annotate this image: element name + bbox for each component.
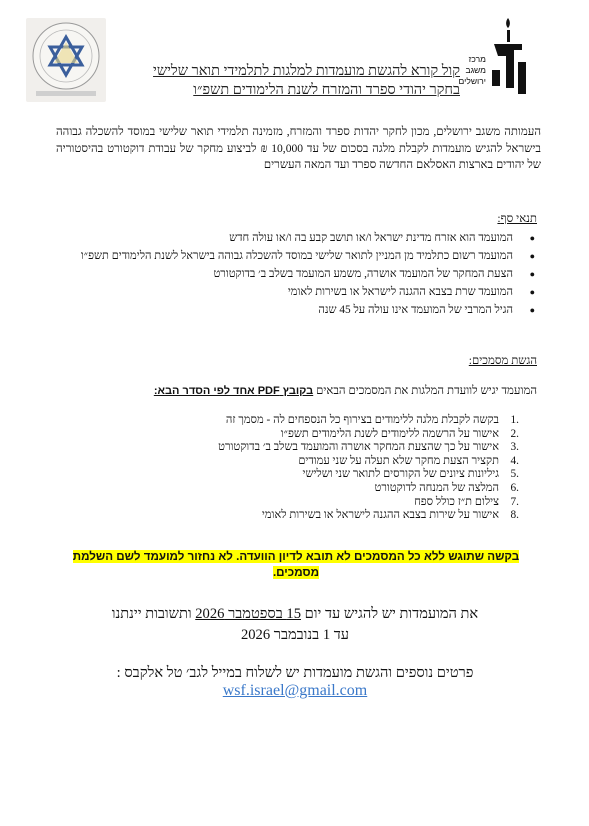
misgav-yerushalayim-logo — [458, 16, 544, 100]
missing-documents-warning — [72, 549, 520, 581]
logo-text-line: משגב — [465, 65, 486, 75]
documents-list — [119, 414, 519, 523]
document-item-text: גיליונות ציונים של הקורסים לתואר שני ושלישי — [302, 468, 499, 481]
list-item: ● המועמד שרת בצבא ההגנה לישראל או בשירות לאומי — [67, 285, 537, 299]
document-item-text: צילום ת״ז כולל ספח — [414, 495, 499, 508]
page-title — [120, 62, 460, 100]
document-item-text: אישור על שירות בצבא ההגנה לישראל או בשירות לאומי — [261, 509, 499, 522]
list-item: .1 בקשה לקבלת מלגה ללימודים בצירוף כל הנספחים לה - מסמך זה — [225, 414, 519, 426]
list-item: .6 המלצה של המנחה לדוקטורט — [374, 481, 519, 494]
logo-text-line: ירושלים — [458, 76, 486, 86]
deadline-date: 15 בספטמבר 2026 — [195, 606, 301, 622]
documents-intro-emphasis: בקובץ PDF אחד לפי הסדר הבא: — [153, 385, 314, 397]
list-item: .8 אישור על שירות בצבא ההגנה לישראל או בשירות לאומי — [261, 509, 519, 522]
document-item-text: תקציר הצעת מחקר שלא תעלה על שני עמודים — [298, 454, 499, 467]
list-item: ● הגיל המרבי של המועמד אינו עולה על 45 שנה — [67, 303, 537, 317]
conditions-list — [67, 231, 537, 321]
documents-heading: הגשת מסמכים: — [468, 354, 537, 367]
email-link[interactable]: wsf.israel@gmail.com — [222, 682, 368, 699]
warning-text: בקשה שתוגש ללא כל המסמכים לא תובא לדיון הוועדה. לא נחזור למועמד לשם השלמת מסמכים. — [72, 550, 520, 579]
document-item-text: אישור על הרשמה ללימודים לשנת הלימודים תשפ״ו — [280, 427, 499, 440]
contact-text: פרטים נוספים והגשת מועמדות יש לשלוח במייל לגב׳ טל אלקבס : — [116, 665, 474, 681]
deadline-suffix: ותשובות יינתנו — [111, 606, 192, 622]
document-item-text: המלצה של המנחה לדוקטורט — [374, 481, 499, 494]
list-item: .5 גיליונות ציונים של הקורסים לתואר שני ושלישי — [302, 468, 519, 481]
list-item: ● המועמד הוא אזרח מדינת ישראל ו/או תושב קבע בה ו/או עולה חדש — [67, 231, 537, 245]
document-item-text: אישור על כך שהצעת המחקר אושרה והמועמד בשלב ב׳ בדוקטורט — [218, 441, 499, 454]
conditions-heading: תנאי סף: — [497, 212, 537, 225]
title-line-1: קול קורא להגשת מועמדות למלגות לתלמידי תואר שלישי — [153, 63, 460, 79]
list-item: .4 תקציר הצעת מחקר שלא תעלה על שני עמודים — [298, 454, 519, 467]
conditions-heading-text: תנאי סף — [500, 212, 537, 225]
documents-intro-text: המועמד יגיש לוועדת המלגות את המסמכים הבאים — [316, 384, 537, 397]
institute-seal-logo — [26, 18, 106, 102]
documents-heading-text: הגשת מסמכים — [472, 354, 537, 367]
document-item-text: בקשה לקבלת מלגה ללימודים בצירוף כל הנספחים לה - מסמך זה — [225, 414, 499, 426]
list-item: .3 אישור על כך שהצעת המחקר אושרה והמועמד בשלב ב׳ בדוקטורט — [218, 441, 519, 454]
list-item: ● הצעת המחקר של המועמד אושרה, משמע המועמד בשלב ב׳ בדוקטורט — [67, 267, 537, 281]
title-line-2: בחקר יהודי ספרד והמזרח לשנת הלימודים תשפ״ו — [193, 82, 460, 98]
deadline-response-date: עד 1 בנובמבר 2026 — [240, 627, 350, 643]
deadline-notice — [40, 604, 550, 646]
list-item: ● המועמד רשום כתלמיד מן המניין לתואר שלישי במוסד להשכלה גבוהה בישראל לשנת הלימודים תשפ״ו — [67, 249, 537, 263]
documents-intro — [52, 384, 537, 397]
intro-paragraph: העמותה משגב ירושלים, מכון לחקר יהדות ספרד והמזרח, מזמינה תלמידי תואר שלישי במוסד להשכלה גבוהה בישראל להגיש מועמדות לקבלת מלגה בסכום של עד 10,000 ₪ לביצוע מחקר של עבודת דוקטורט בהיסטוריה של יהודים בארצות האסלאם החדשה ספרד ועד המאה העשרים — [56, 125, 541, 171]
deadline-prefix: את המועמדות יש להגיש עד יום — [304, 606, 479, 622]
logo-text-line: מרכז — [468, 54, 486, 64]
list-item: .7 צילום ת״ז כולל ספח — [414, 495, 519, 508]
list-item: .2 אישור על הרשמה ללימודים לשנת הלימודים תשפ״ו — [280, 427, 519, 440]
